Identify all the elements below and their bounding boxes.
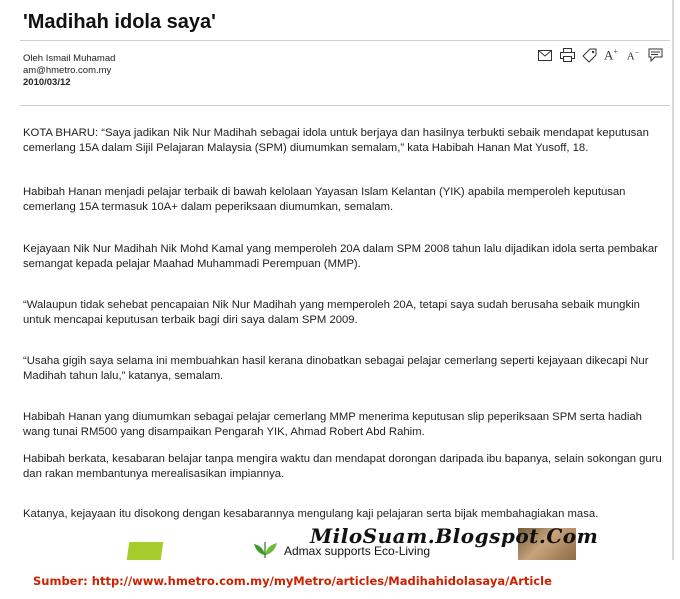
article-paragraph: “Usaha gigih saya selama ini membuahkan hasil kerana dinobatkan sebagai pelajar cemerlang seperti kejayaan dikecapi Nur Madihah tahun lalu,” katanya, semalam. xyxy=(23,355,649,382)
author-name: Oleh Ismail Muhamad xyxy=(23,53,116,64)
article-toolbar xyxy=(536,47,664,63)
blog-watermark: MiloSuam.Blogspot.Com xyxy=(310,524,599,548)
leaf-icon xyxy=(250,541,280,564)
article-title: 'Madihah idola saya' xyxy=(23,11,216,33)
article-paragraph: Kejayaan Nik Nur Madihah Nik Mohd Kamal yang memperoleh 20A dalam SPM 2008 tahun lalu dijadikan idola serta pembakar semangat kepada pelajar Maahad Muhammadi Perempuan (MMP). xyxy=(23,243,658,270)
article-paragraph: Habibah Hanan menjadi pelajar terbaik di bawah kelolaan Yayasan Islam Kelantan (YIK) apabila memperoleh keputusan cemerlang 15A termasuk 10A+ dalam peperiksaan diumumkan, semalam. xyxy=(23,186,626,213)
ad-text[interactable]: Admax supports Eco-Living xyxy=(284,544,431,558)
font-decrease-sup: − xyxy=(634,47,640,57)
byline xyxy=(23,53,115,89)
author-email[interactable]: am@hmetro.com.my xyxy=(23,65,112,76)
article-paragraph: “Walaupun tidak sehebat pencapaian Nik Nur Madihah yang memperoleh 20A, tetapi saya sudah berusaha sebaik mungkin untuk mencapai keputusan terbaik bagi diri saya dalam SPM 2009. xyxy=(23,299,640,326)
ad-graphic xyxy=(127,542,164,560)
tag-icon[interactable] xyxy=(580,47,598,63)
article-paragraph: KOTA BHARU: “Saya jadikan Nik Nur Madihah sebagai idola untuk berjaya dan hasilnya terbukti sebaik mendapat keputusan cemerlang 15A dalam Sijil Pelajaran Malaysia (SPM) diumumkan semalam,” kata Habibah Hanan Mat Yusoff, 18. xyxy=(23,127,649,154)
divider xyxy=(20,105,670,106)
article-paragraph: Katanya, kejayaan itu disokong dengan kesabarannya mengulang kaji pelajaran serta bijak membahagiakan masa. xyxy=(23,508,599,520)
comment-icon[interactable] xyxy=(646,47,664,63)
source-link[interactable]: Sumber: http://www.hmetro.com.my/myMetro/articles/Madihahidolasaya/Article xyxy=(33,574,552,588)
font-increase-sup: + xyxy=(613,46,618,56)
article-paragraph: Habibah berkata, kesabaran belajar tanpa mengira waktu dan mendapat dorongan daripada ibu bapanya, selain sokongan guru dan rakan membantunya merealisasikan impiannya. xyxy=(23,453,662,480)
frame-border xyxy=(672,0,674,560)
publish-date: 2010/03/12 xyxy=(23,77,71,88)
font-increase-icon[interactable] xyxy=(602,47,620,63)
font-decrease-icon[interactable] xyxy=(624,47,642,63)
divider xyxy=(20,40,670,41)
email-icon[interactable] xyxy=(536,47,554,63)
font-increase-label: A xyxy=(604,47,614,63)
print-icon[interactable] xyxy=(558,47,576,63)
article-paragraph: Habibah Hanan yang diumumkan sebagai pelajar cemerlang MMP menerima keputusan slip peperiksaan SPM serta hadiah wang tunai RM500 yang disampaikan Pengarah YIK, Ahmad Robert Abd Rahim. xyxy=(23,411,642,438)
font-decrease-label: A xyxy=(626,50,635,63)
